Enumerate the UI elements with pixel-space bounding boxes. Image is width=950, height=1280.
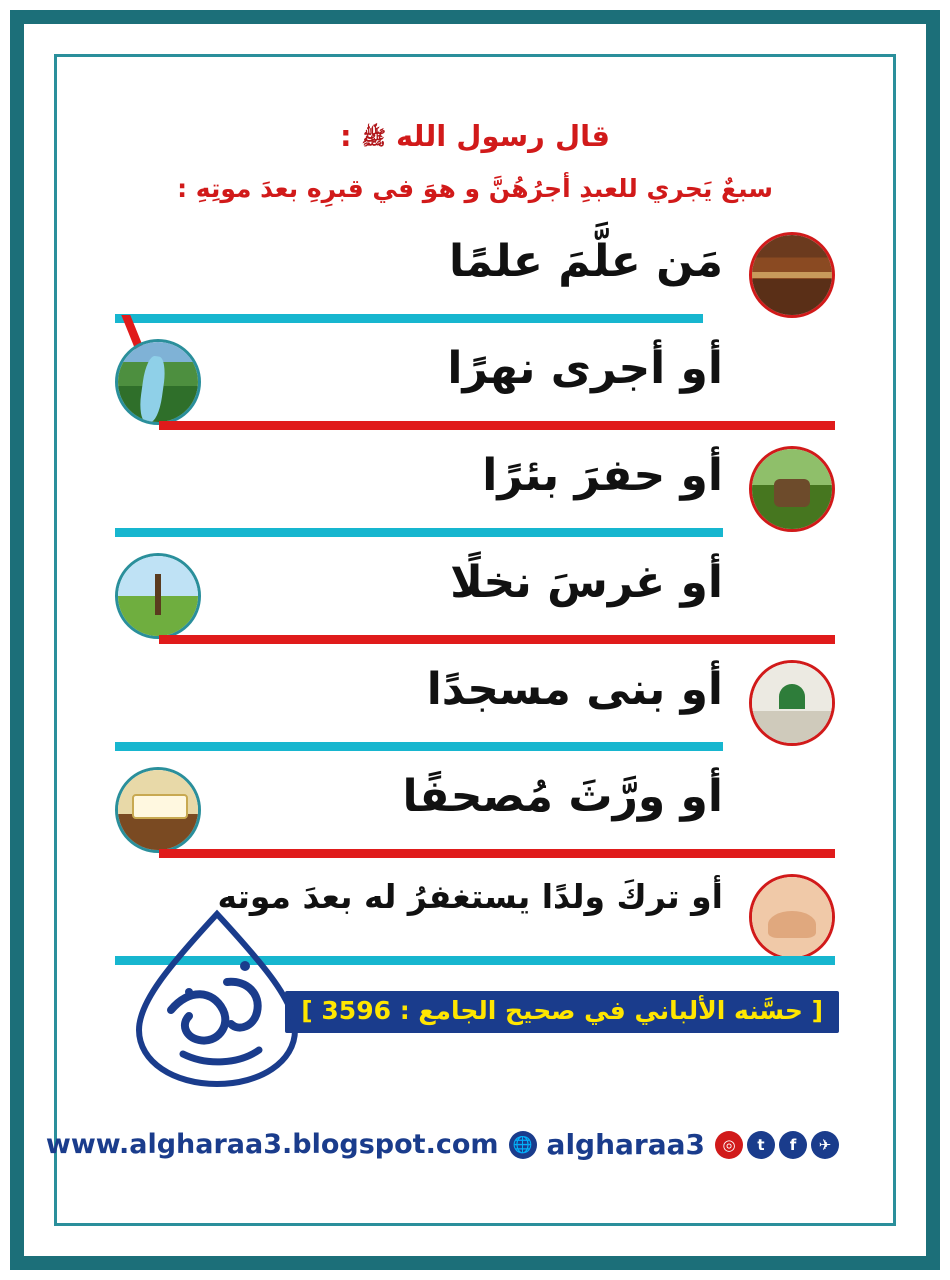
list-item-label: أو حفرَ بئرًا bbox=[482, 450, 723, 502]
river-icon bbox=[115, 339, 201, 425]
footer-bar bbox=[46, 1128, 839, 1161]
website-url[interactable]: www.algharaa3.blogspot.com bbox=[45, 1129, 499, 1160]
source-reference: [ حسَّنه الألباني في صحيح الجامع : 3596 ] bbox=[285, 991, 839, 1033]
list-item-label: أو غرسَ نخلًا bbox=[450, 557, 723, 609]
globe-icon: 🌐 bbox=[509, 1131, 537, 1159]
list-item-label: أو ورَّثَ مُصحفًا bbox=[402, 771, 723, 823]
mosque-icon bbox=[749, 660, 835, 746]
praying-hands-icon bbox=[749, 874, 835, 960]
connector-bar bbox=[159, 421, 835, 430]
poster-content bbox=[45, 97, 853, 1183]
twitter-icon[interactable]: t bbox=[747, 1131, 775, 1159]
list-item bbox=[97, 656, 853, 763]
sallallahu-icon: ﷺ bbox=[361, 125, 386, 150]
outer-frame bbox=[10, 10, 940, 1270]
list-item bbox=[97, 335, 853, 442]
hadith-header-pre: قال رسول الله bbox=[385, 119, 611, 153]
facebook-icon[interactable]: f bbox=[779, 1131, 807, 1159]
books-icon bbox=[749, 232, 835, 318]
list-item bbox=[97, 549, 853, 656]
inner-frame bbox=[45, 54, 896, 1226]
connector-bar bbox=[115, 742, 723, 751]
hadith-subtitle: سبعٌ يَجري للعبدِ أجرُهُنَّ و هوَ في قبرِهِ بعدَ موتِهِ : bbox=[177, 174, 773, 204]
list-item bbox=[97, 442, 853, 549]
connector-bar bbox=[159, 635, 835, 644]
hadith-header-post: : bbox=[339, 119, 362, 153]
connector-bar bbox=[115, 314, 703, 323]
instagram-icon[interactable]: ◎ bbox=[715, 1131, 743, 1159]
palm-tree-icon bbox=[115, 553, 201, 639]
quran-icon bbox=[115, 767, 201, 853]
list-item bbox=[97, 763, 853, 870]
list-item bbox=[97, 228, 853, 335]
algharaa3-calligraphy-logo bbox=[127, 906, 307, 1091]
well-icon bbox=[749, 446, 835, 532]
list-item-label: أو أجرى نهرًا bbox=[447, 343, 723, 395]
social-handle: algharaa3 bbox=[546, 1128, 705, 1161]
connector-bar bbox=[115, 528, 723, 537]
hadith-header bbox=[97, 115, 853, 157]
hadith-items-list bbox=[97, 228, 853, 977]
list-item-label: أو بنى مسجدًا bbox=[426, 664, 723, 716]
telegram-icon[interactable]: ✈ bbox=[811, 1131, 839, 1159]
list-item-label: مَن علَّمَ علمًا bbox=[448, 236, 723, 288]
connector-bar bbox=[159, 849, 835, 858]
list-item-label: أو تركَ ولدًا يستغفرُ له بعدَ موته bbox=[217, 877, 723, 917]
social-icons bbox=[715, 1131, 839, 1159]
